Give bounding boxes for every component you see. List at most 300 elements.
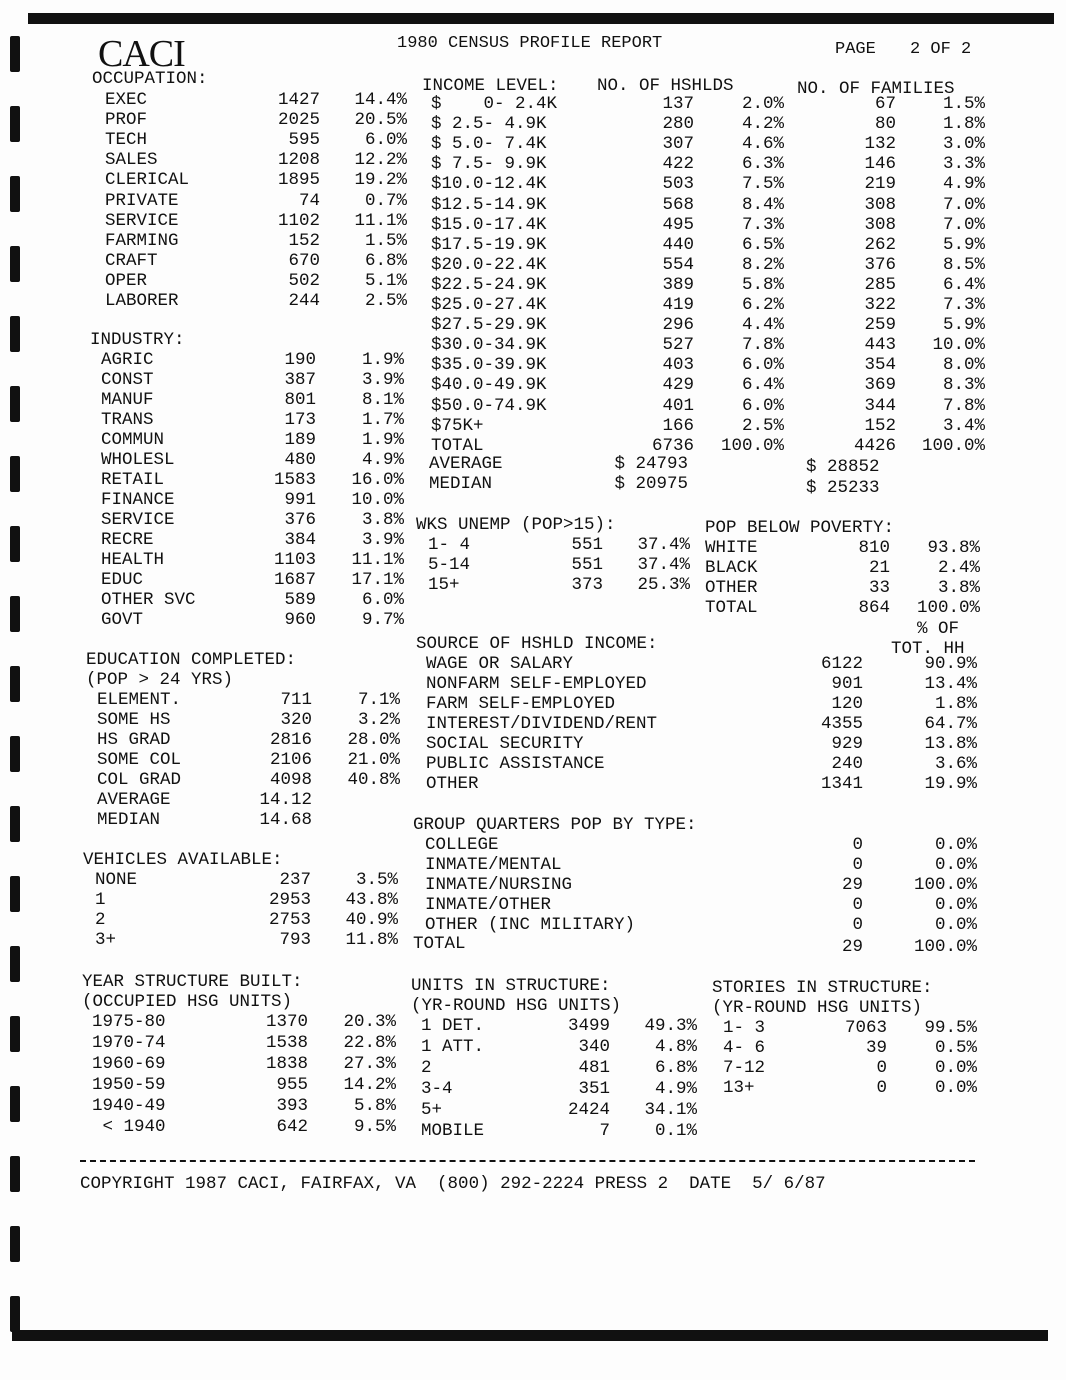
units-heading: UNITS IN STRUCTURE: <box>411 976 611 996</box>
table-row <box>0 694 1066 714</box>
table-row <box>0 754 1066 774</box>
cell-count: 373 <box>571 575 603 595</box>
cell-label: SALES <box>105 150 158 171</box>
income-average-label: AVERAGE <box>429 454 503 474</box>
cell-label: AGRIC <box>101 350 154 370</box>
households-heading: NO. OF HSHLDS <box>597 76 734 96</box>
cell-pct: 6.0% <box>361 590 404 610</box>
cell-label: OTHER (INC MILITARY) <box>425 915 636 935</box>
cell-hh: 166 <box>662 415 694 436</box>
cell-hh: 503 <box>662 174 694 195</box>
cell-pct: 100.0% <box>916 598 980 618</box>
cell-hhp: 2.0% <box>741 94 784 114</box>
cell-label: $ 7.5- 9.9K <box>431 154 547 175</box>
cell-fam: 4426 <box>853 435 896 456</box>
cell-pct: 34.1% <box>644 1100 697 1120</box>
cell-pct: 11.8% <box>345 930 398 950</box>
cell-pct: 11.1% <box>354 210 407 231</box>
cell-count: 551 <box>571 535 603 555</box>
cell-hh: 137 <box>662 94 694 114</box>
cell-fam: 376 <box>864 254 896 275</box>
cell-hh: 568 <box>662 194 694 215</box>
report-title: 1980 CENSUS PROFILE REPORT <box>397 34 663 53</box>
cell-hh: 296 <box>662 315 694 336</box>
cell-count: 0 <box>876 1078 887 1098</box>
cell-label: $75K+ <box>431 415 484 436</box>
cell-label: PUBLIC ASSISTANCE <box>426 754 605 774</box>
cell-count: 376 <box>284 510 316 530</box>
cell-pct: 25.3% <box>637 575 690 595</box>
cell-famp: 5.9% <box>942 234 985 255</box>
table-row <box>0 578 1066 598</box>
cell-count: 793 <box>279 930 311 950</box>
cell-count: 864 <box>858 598 890 618</box>
cell-label: INMATE/OTHER <box>425 895 552 915</box>
table-row <box>0 416 1066 436</box>
cell-label: 5-14 <box>428 555 471 575</box>
cell-label: INTEREST/DIVIDEND/RENT <box>426 714 658 734</box>
cell-pct: 40.9% <box>345 910 398 930</box>
cell-label: PROF <box>105 110 148 131</box>
cell-pct: 3.6% <box>934 754 977 774</box>
group-quarters-heading: GROUP QUARTERS POP BY TYPE: <box>413 815 697 835</box>
cell-label: 1- 4 <box>428 535 471 555</box>
cell-count: 0 <box>876 1058 887 1078</box>
cell-famp: 3.3% <box>942 154 985 175</box>
table-row <box>0 1038 1066 1058</box>
cell-pct: 9.7% <box>361 610 404 630</box>
cell-count: 901 <box>831 674 863 694</box>
cell-label: AVERAGE <box>97 790 171 810</box>
cell-count: 1103 <box>273 550 316 570</box>
cell-hh: 389 <box>662 274 694 295</box>
cell-count: 7063 <box>844 1018 887 1038</box>
cell-pct: 0.0% <box>934 915 977 935</box>
cell-count: 955 <box>276 1075 308 1095</box>
cell-hhp: 7.5% <box>741 174 784 195</box>
cell-count: 810 <box>858 538 890 558</box>
cell-hh: 6736 <box>651 435 694 456</box>
cell-label: 1940-49 <box>92 1096 166 1116</box>
table-row <box>0 295 1066 315</box>
cell-label: 5+ <box>421 1100 443 1120</box>
cell-fam: 67 <box>874 94 896 114</box>
cell-label: RETAIL <box>101 470 165 490</box>
cell-famp: 4.9% <box>942 174 985 195</box>
income-median-label: MEDIAN <box>429 474 493 494</box>
cell-label: COL GRAD <box>97 770 182 790</box>
source-col-head-2: TOT. HH <box>891 639 965 659</box>
cell-hhp: 6.2% <box>741 295 784 315</box>
table-row <box>0 855 1066 875</box>
cell-hhp: 6.0% <box>741 395 784 416</box>
cell-pct: 13.8% <box>924 734 977 754</box>
source-col-head-1: % OF <box>917 619 960 639</box>
group-total-label: TOTAL <box>413 934 466 954</box>
table-row <box>0 1100 710 1120</box>
cell-count: 801 <box>284 390 316 410</box>
cell-pct: 20.3% <box>343 1012 396 1032</box>
cell-count: 589 <box>284 590 316 610</box>
cell-pct: 43.8% <box>345 890 398 910</box>
cell-pct: 40.8% <box>347 770 400 790</box>
cell-pct: 10.0% <box>351 490 404 510</box>
cell-pct: 3.8% <box>361 510 404 530</box>
cell-pct: 20.5% <box>354 110 407 131</box>
punch-hole <box>10 1156 20 1192</box>
income-median-households: $ 20975 <box>614 474 688 494</box>
cell-famp: 8.5% <box>942 254 985 275</box>
cell-pct: 1.8% <box>934 694 977 714</box>
cell-count: 642 <box>276 1117 308 1137</box>
cell-pct: 9.5% <box>353 1117 396 1137</box>
cell-famp: 3.4% <box>942 415 985 436</box>
cell-hh: 280 <box>662 114 694 135</box>
cell-count: 0 <box>852 895 863 915</box>
cell-count: 393 <box>276 1096 308 1116</box>
cell-count: 240 <box>831 754 863 774</box>
cell-label: $10.0-12.4K <box>431 174 547 195</box>
cell-count: 173 <box>284 410 316 430</box>
table-row <box>0 215 1066 235</box>
cell-pct: 21.0% <box>347 750 400 770</box>
cell-pct: 5.1% <box>364 270 407 291</box>
cell-count: 2816 <box>269 730 312 750</box>
cell-label: 4- 6 <box>723 1038 766 1058</box>
cell-pct: 17.1% <box>351 570 404 590</box>
cell-hhp: 8.4% <box>741 194 784 215</box>
cell-hhp: 7.8% <box>741 335 784 356</box>
cell-label: FARM SELF-EMPLOYED <box>426 694 616 714</box>
cell-pct: 1.5% <box>364 230 407 251</box>
cell-label: $ 2.5- 4.9K <box>431 114 547 135</box>
cell-count: 2953 <box>268 890 311 910</box>
cell-hhp: 8.2% <box>741 254 784 275</box>
cell-label: $50.0-74.9K <box>431 395 547 416</box>
cell-pct: 1.9% <box>361 430 404 450</box>
table-row <box>0 915 1066 935</box>
cell-label: $25.0-27.4K <box>431 295 547 315</box>
cell-hh: 403 <box>662 355 694 376</box>
cell-count: 481 <box>578 1058 610 1078</box>
cell-label: OTHER SVC <box>101 590 196 610</box>
cell-pct: 6.8% <box>654 1058 697 1078</box>
cell-count: 1341 <box>820 774 863 794</box>
cell-fam: 344 <box>864 395 896 416</box>
table-row <box>0 654 1066 674</box>
footer-copyright: COPYRIGHT 1987 CACI, FAIRFAX, VA (800) 292-2224 PRESS 2 DATE 5/ 6/87 <box>80 1174 826 1194</box>
vehicles-heading: VEHICLES AVAILABLE: <box>83 850 283 870</box>
cell-fam: 219 <box>864 174 896 195</box>
cell-famp: 7.3% <box>942 295 985 315</box>
group-total-count: 29 <box>841 937 863 957</box>
cell-label: GOVT <box>101 610 144 630</box>
cell-fam: 369 <box>864 375 896 396</box>
cell-pct: 0.5% <box>934 1038 977 1058</box>
page-label: PAGE <box>835 40 876 59</box>
table-row <box>0 174 1066 194</box>
table-row <box>0 810 420 830</box>
table-row <box>0 275 1066 295</box>
cell-pct: 4.9% <box>654 1079 697 1099</box>
table-row <box>0 510 420 530</box>
cell-pct: 37.4% <box>637 535 690 555</box>
cell-count: 2753 <box>268 910 311 930</box>
cell-fam: 308 <box>864 214 896 235</box>
punch-hole <box>10 1226 20 1262</box>
cell-label: $27.5-29.9K <box>431 315 547 336</box>
table-row <box>0 598 1066 618</box>
cell-hhp: 7.3% <box>741 214 784 235</box>
table-row <box>0 335 1066 355</box>
cell-pct: 90.9% <box>924 654 977 674</box>
table-row <box>0 714 1066 734</box>
cell-count: 711 <box>280 690 312 710</box>
cell-hhp: 6.3% <box>741 154 784 175</box>
cell-label: MANUF <box>101 390 154 410</box>
cell-hh: 401 <box>662 395 694 416</box>
cell-pct: 0.0% <box>934 835 977 855</box>
cell-famp: 8.3% <box>942 375 985 396</box>
cell-label: 1- 3 <box>723 1018 766 1038</box>
cell-pct: 0.1% <box>654 1121 697 1141</box>
table-row <box>0 1121 710 1141</box>
cell-pct: 5.8% <box>353 1096 396 1116</box>
income-average-families: $ 28852 <box>806 457 880 477</box>
cell-pct: 6.8% <box>364 250 407 271</box>
cell-count: 4355 <box>820 714 863 734</box>
cell-fam: 322 <box>864 295 896 315</box>
cell-count: 2025 <box>277 110 320 131</box>
education-subheading: (POP > 24 YRS) <box>86 670 234 690</box>
punch-hole <box>10 946 20 982</box>
cell-label: LABORER <box>105 291 179 311</box>
cell-famp: 6.4% <box>942 274 985 295</box>
income-heading: INCOME LEVEL: <box>422 76 559 96</box>
cell-pct: 2.4% <box>937 558 980 578</box>
cell-fam: 152 <box>864 415 896 436</box>
table-row <box>0 355 1066 375</box>
cell-pct: 28.0% <box>347 730 400 750</box>
cell-label: 3-4 <box>421 1079 453 1099</box>
cell-count: 237 <box>279 870 311 890</box>
cell-count: 384 <box>284 530 316 550</box>
cell-hh: 307 <box>662 134 694 155</box>
cell-count: 1895 <box>277 170 320 191</box>
table-row <box>0 154 1066 174</box>
cell-label: NONE <box>95 870 138 890</box>
cell-label: COMMUN <box>101 430 165 450</box>
cell-label: $17.5-19.9K <box>431 234 547 255</box>
cell-hhp: 5.8% <box>741 274 784 295</box>
cell-label: OPER <box>105 270 148 291</box>
cell-pct: 0.0% <box>934 895 977 915</box>
cell-label: < 1940 <box>92 1117 166 1137</box>
cell-fam: 262 <box>864 234 896 255</box>
bottom-rule <box>12 1330 1048 1341</box>
cell-label: OTHER <box>705 578 758 598</box>
income-median-families: $ 25233 <box>806 478 880 498</box>
cell-fam: 132 <box>864 134 896 155</box>
cell-label: EDUC <box>101 570 144 590</box>
cell-label: TECH <box>105 130 148 151</box>
cell-label: $40.0-49.9K <box>431 375 547 396</box>
top-rule <box>28 13 1054 24</box>
cell-label: TOTAL <box>705 598 758 618</box>
year-built-heading: YEAR STRUCTURE BUILT: <box>82 972 303 992</box>
cell-pct: 3.2% <box>357 710 400 730</box>
cell-famp: 5.9% <box>942 315 985 336</box>
cell-label: SERVICE <box>105 210 179 231</box>
table-row <box>0 674 1066 694</box>
cell-count: 74 <box>298 190 320 211</box>
cell-label: NONFARM SELF-EMPLOYED <box>426 674 647 694</box>
occupation-heading: OCCUPATION: <box>92 69 208 89</box>
table-row <box>0 875 1066 895</box>
cell-count: 6122 <box>820 654 863 674</box>
cell-pct: 3.8% <box>937 578 980 598</box>
cell-label: RECRE <box>101 530 154 550</box>
cell-label: $20.0-22.4K <box>431 254 547 275</box>
cell-famp: 7.0% <box>942 194 985 215</box>
cell-hh: 419 <box>662 295 694 315</box>
table-row <box>0 255 1066 275</box>
cell-label: 1 <box>95 890 106 910</box>
cell-pct: 37.4% <box>637 555 690 575</box>
poverty-heading: POP BELOW POVERTY: <box>705 518 895 538</box>
cell-label: CLERICAL <box>105 170 190 191</box>
cell-pct: 0.0% <box>934 1078 977 1098</box>
cell-pct: 4.9% <box>361 450 404 470</box>
table-row <box>0 1018 1066 1038</box>
cell-pct: 0.0% <box>934 1058 977 1078</box>
cell-count: 0 <box>852 915 863 935</box>
cell-count: 7 <box>599 1121 610 1141</box>
cell-count: 670 <box>288 250 320 271</box>
footer-divider <box>80 1160 975 1162</box>
cell-famp: 7.0% <box>942 214 985 235</box>
punch-hole <box>10 36 20 72</box>
cell-count: 120 <box>831 694 863 714</box>
cell-count: 14.68 <box>259 810 312 830</box>
cell-pct: 16.0% <box>351 470 404 490</box>
cell-label: COLLEGE <box>425 835 499 855</box>
cell-label: $35.0-39.9K <box>431 355 547 376</box>
cell-pct: 3.5% <box>355 870 398 890</box>
cell-pct: 1.7% <box>361 410 404 430</box>
cell-hhp: 4.6% <box>741 134 784 155</box>
cell-pct: 0.7% <box>364 190 407 211</box>
cell-hhp: 2.5% <box>741 415 784 436</box>
cell-count: 1687 <box>273 570 316 590</box>
table-row <box>0 1078 1066 1098</box>
industry-heading: INDUSTRY: <box>90 330 185 350</box>
table-row <box>0 235 1066 255</box>
cell-count: 21 <box>868 558 890 578</box>
cell-famp: 10.0% <box>932 335 985 356</box>
cell-label: SERVICE <box>101 510 175 530</box>
cell-label: CRAFT <box>105 250 158 271</box>
cell-pct: 14.4% <box>354 90 407 110</box>
cell-label: PRIVATE <box>105 190 179 211</box>
punch-hole <box>10 1296 20 1332</box>
cell-hh: 554 <box>662 254 694 275</box>
cell-label: HEALTH <box>101 550 165 570</box>
cell-pct: 8.1% <box>361 390 404 410</box>
cell-famp: 1.8% <box>942 114 985 135</box>
cell-label: 15+ <box>428 575 460 595</box>
cell-label: MEDIAN <box>97 810 161 830</box>
cell-label: INMATE/NURSING <box>425 875 573 895</box>
table-row <box>0 774 1066 794</box>
cell-pct: 14.2% <box>343 1075 396 1095</box>
cell-fam: 285 <box>864 274 896 295</box>
cell-count: 929 <box>831 734 863 754</box>
cell-count: 387 <box>284 370 316 390</box>
cell-count: 1208 <box>277 150 320 171</box>
cell-label: 3+ <box>95 930 117 950</box>
cell-hhp: 4.4% <box>741 315 784 336</box>
cell-label: 1975-80 <box>92 1012 166 1032</box>
group-total-pct: 100.0% <box>913 937 977 957</box>
cell-hhp: 4.2% <box>741 114 784 135</box>
cell-count: 29 <box>841 875 863 895</box>
cell-count: 1838 <box>265 1054 308 1074</box>
cell-pct: 64.7% <box>924 714 977 734</box>
cell-count: 14.12 <box>259 790 312 810</box>
stories-heading: STORIES IN STRUCTURE: <box>712 978 933 998</box>
cell-fam: 354 <box>864 355 896 376</box>
cell-label: $ 5.0- 7.4K <box>431 134 547 155</box>
page-number: 2 OF 2 <box>910 40 972 59</box>
year-built-subheading: (OCCUPIED HSG UNITS) <box>82 992 293 1012</box>
cell-pct: 93.8% <box>927 538 980 558</box>
table-row <box>0 1058 1066 1078</box>
table-row <box>0 835 1066 855</box>
cell-famp: 7.8% <box>942 395 985 416</box>
cell-hh: 440 <box>662 234 694 255</box>
cell-fam: 308 <box>864 194 896 215</box>
table-row <box>0 396 1066 416</box>
cell-count: 189 <box>284 430 316 450</box>
cell-pct: 4.8% <box>654 1037 697 1057</box>
cell-count: 244 <box>288 291 320 311</box>
cell-label: 1960-69 <box>92 1054 166 1074</box>
cell-label: WAGE OR SALARY <box>426 654 574 674</box>
table-row <box>0 375 1066 395</box>
cell-pct: 3.9% <box>361 370 404 390</box>
table-row <box>0 195 1066 215</box>
cell-pct: 13.4% <box>924 674 977 694</box>
cell-count: 595 <box>288 130 320 151</box>
cell-pct: 100.0% <box>913 875 977 895</box>
cell-pct: 12.2% <box>354 150 407 171</box>
cell-fam: 259 <box>864 315 896 336</box>
cell-label: 2 <box>421 1058 432 1078</box>
cell-label: WHOLESL <box>101 450 175 470</box>
cell-label: INMATE/MENTAL <box>425 855 562 875</box>
cell-count: 39 <box>865 1038 887 1058</box>
source-heading: SOURCE OF HSHLD INCOME: <box>416 634 658 654</box>
cell-label: $ 0- 2.4K <box>431 94 558 114</box>
table-row <box>0 895 1066 915</box>
cell-count: 960 <box>284 610 316 630</box>
cell-count: 340 <box>578 1037 610 1057</box>
cell-label: $15.0-17.4K <box>431 214 547 235</box>
cell-fam: 443 <box>864 335 896 356</box>
cell-count: 1427 <box>277 90 320 110</box>
cell-count: 4098 <box>269 770 312 790</box>
